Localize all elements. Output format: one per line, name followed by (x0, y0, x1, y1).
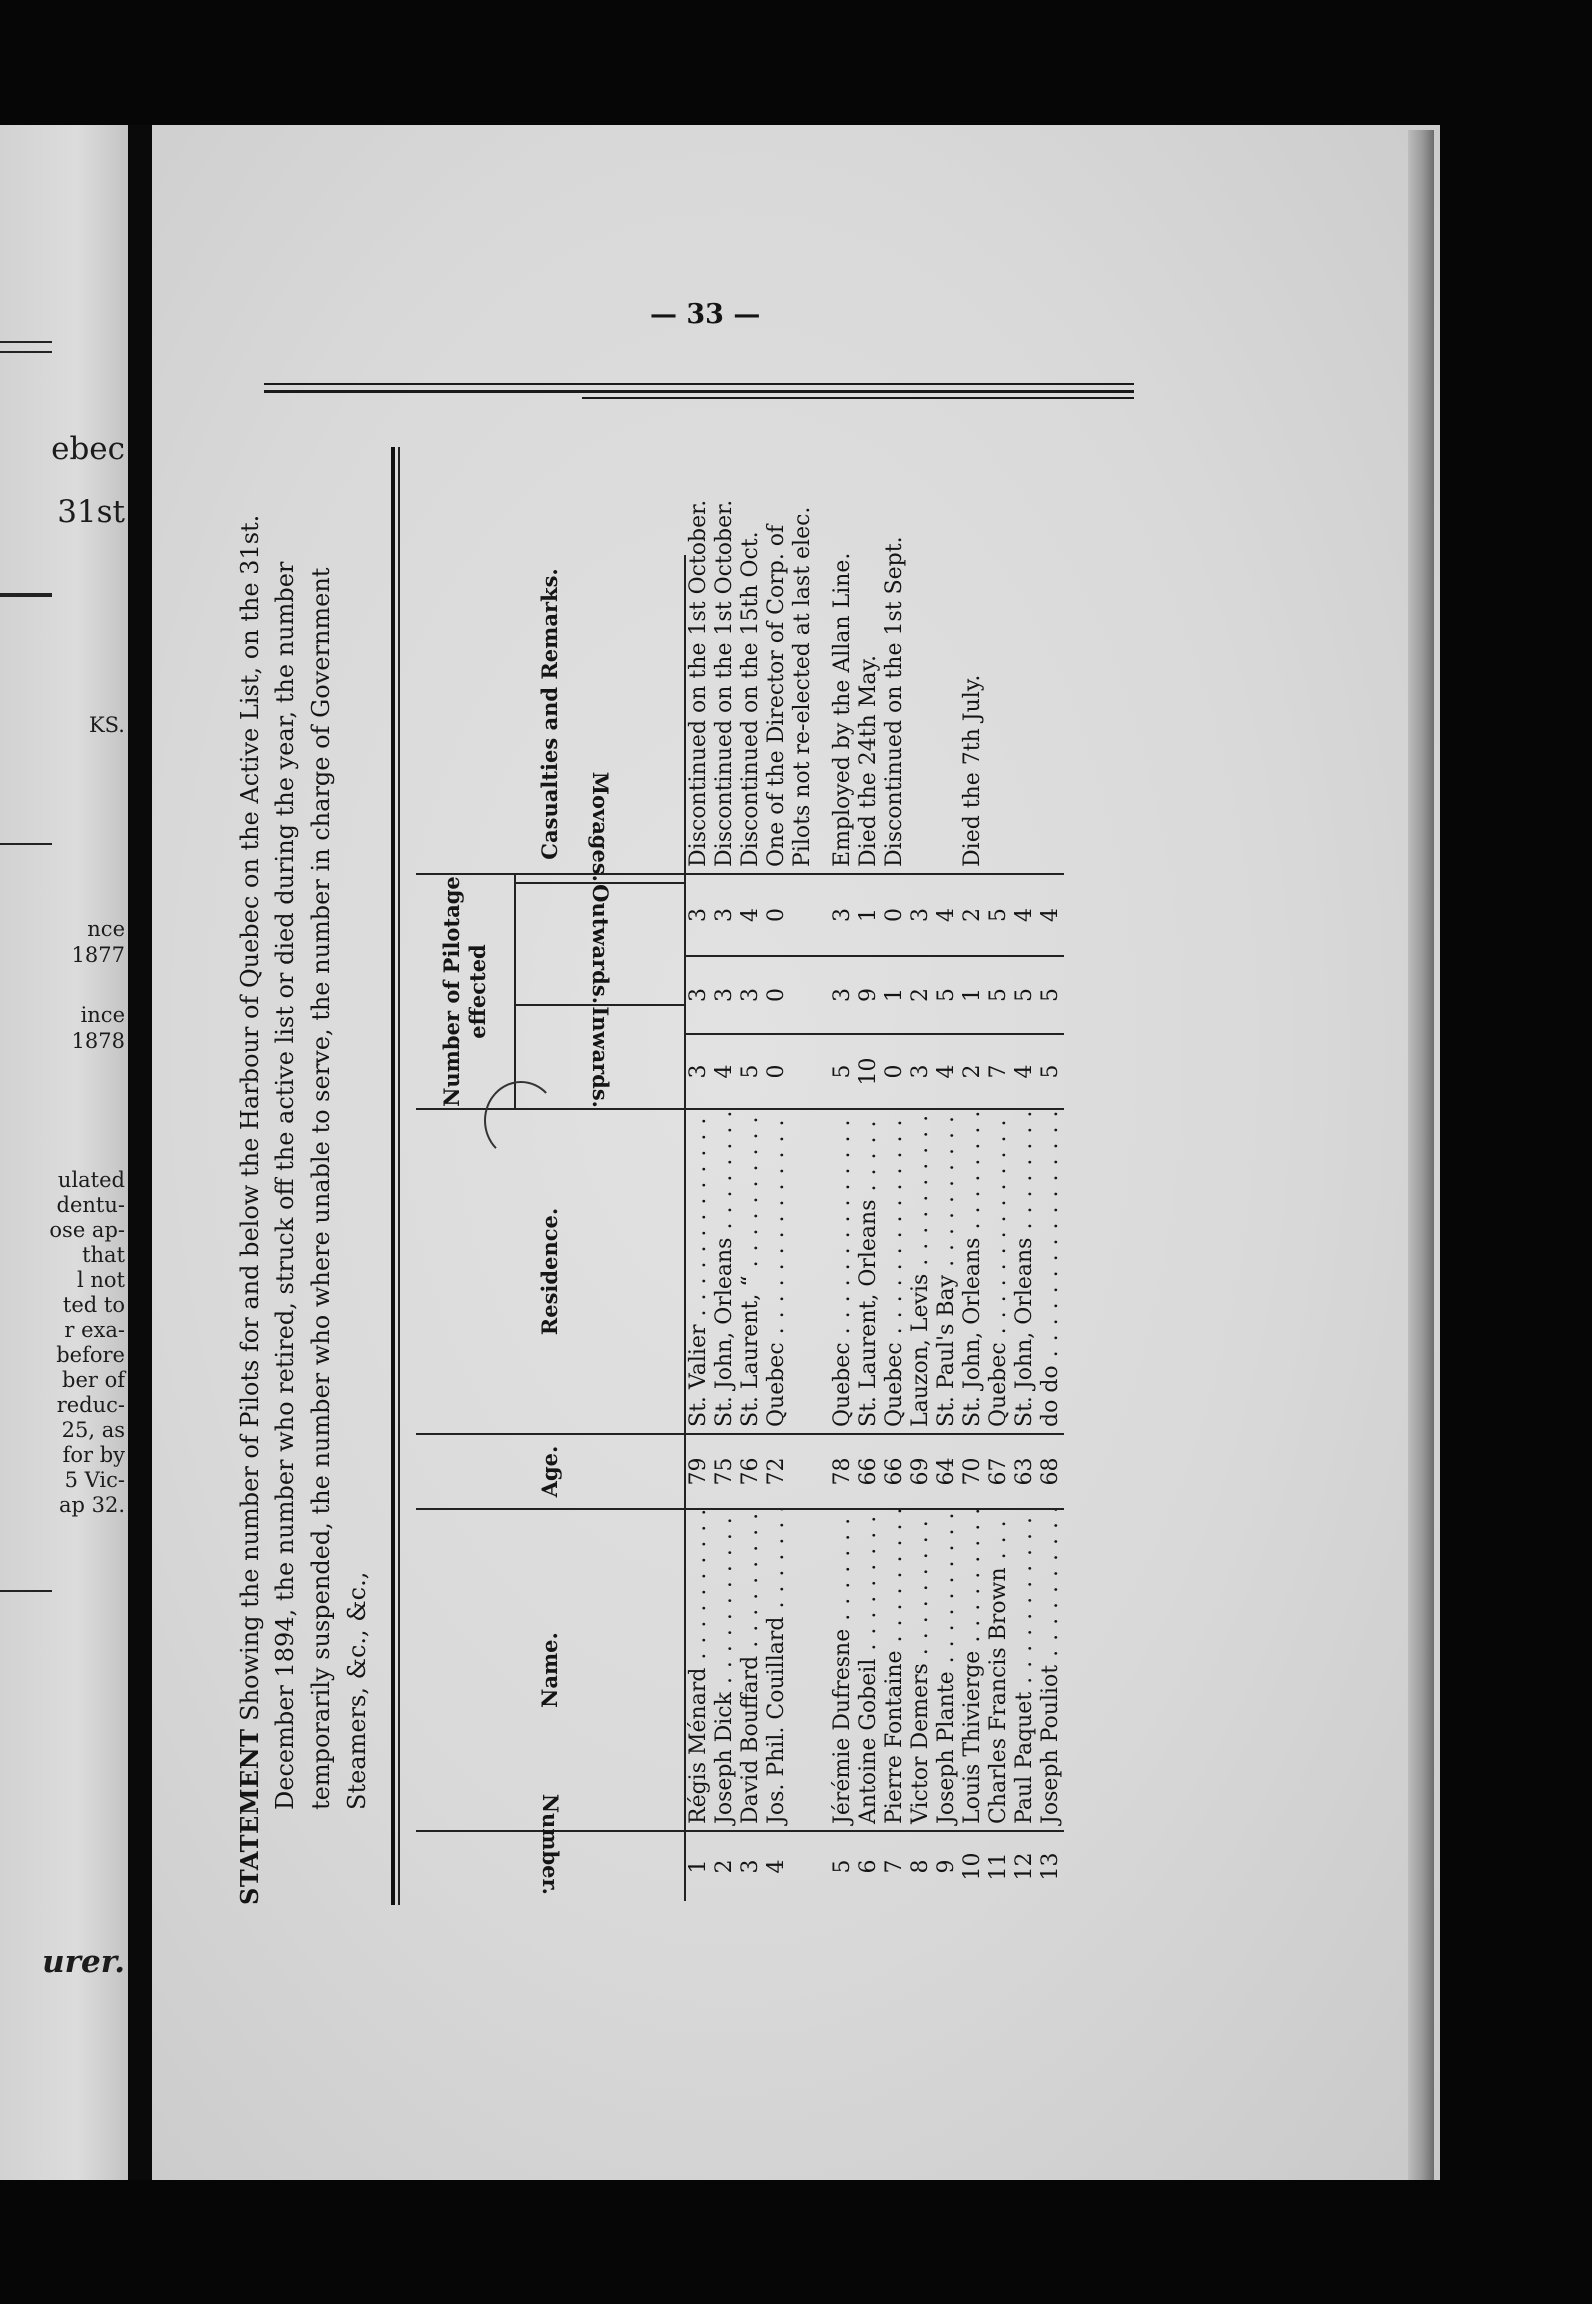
row-movages: 5 (986, 874, 1012, 956)
row-remarks (934, 555, 960, 874)
header-pilotage-title: Number of Pilotage effected (416, 875, 516, 1108)
row-number: 6 (856, 1831, 882, 1901)
row-movages: 3 (712, 874, 738, 956)
row-age: 69 (908, 1434, 934, 1509)
statement-line: temporarily suspended, the number who where unable to serve, the number in charge of Government (307, 567, 335, 1810)
row-age (790, 1434, 816, 1509)
row-remarks: Discontinued on the 1st Sept. (882, 536, 907, 867)
prev-page-text: dentu- (56, 1193, 125, 1217)
book-gutter (128, 125, 152, 2180)
row-name: Joseph Dick . . . (712, 1509, 738, 1831)
row-inwards: 10 (856, 1034, 882, 1109)
table-top-rule (398, 447, 400, 1905)
row-movages: 4 (934, 874, 960, 956)
row-age: 67 (986, 1434, 1012, 1509)
header-remarks: Casualties and Remarks. (537, 568, 562, 860)
row-inwards: 2 (960, 1034, 986, 1109)
table-header-row (416, 555, 685, 1901)
prev-page-text: ebec (51, 431, 125, 467)
table-row (882, 555, 908, 1901)
row-age: 70 (960, 1434, 986, 1509)
row-age: 68 (1038, 1434, 1064, 1509)
prev-page-text: ber of (62, 1368, 125, 1392)
prev-page-text: ted to (62, 1293, 125, 1317)
row-outwards: 3 (816, 956, 856, 1034)
row-residence: Quebec . . . (764, 1109, 790, 1434)
table-row (816, 555, 856, 1901)
previous-page-fragment (0, 125, 128, 2180)
row-name: Pierre Fontaine . . . (882, 1509, 908, 1831)
row-remarks: Pilots not re-elected at last elec. (790, 506, 815, 867)
prev-page-text: 31st (57, 494, 125, 530)
row-movages: 4 (1012, 874, 1038, 956)
row-residence: Quebec . . . (986, 1109, 1012, 1434)
statement-line: December 1894, the number who retired, struck off the active list or died during the year, the number (271, 561, 299, 1810)
prev-page-text: r exa- (64, 1318, 125, 1342)
row-inwards: 0 (882, 1034, 908, 1109)
row-outwards: 5 (1038, 956, 1064, 1034)
row-outwards: 1 (882, 956, 908, 1034)
prev-page-text: ince (80, 1003, 125, 1027)
statement-block (232, 485, 1132, 1905)
row-inwards: 5 (816, 1034, 856, 1109)
prev-page-text: nce (87, 917, 125, 941)
row-outwards: 3 (738, 956, 764, 1034)
prev-page-text: 1877 (71, 943, 125, 967)
prev-page-text: for by (62, 1443, 125, 1467)
prev-page-text: KS. (88, 713, 125, 737)
header-inwards: Inwards. (516, 1004, 684, 1108)
table-row (738, 555, 764, 1901)
prev-page-rule (0, 1590, 52, 1592)
row-residence: St. John, Orleans . . . (1012, 1109, 1038, 1434)
row-remarks: Employed by the Allan Line. (830, 552, 855, 867)
row-name: Antoine Gobeil . . . (856, 1509, 882, 1831)
row-movages: 0 (764, 874, 790, 956)
row-name: Joseph Pouliot . . . (1038, 1509, 1064, 1831)
row-age: 76 (738, 1434, 764, 1509)
row-age: 72 (764, 1434, 790, 1509)
prev-page-text: 25, as (61, 1418, 125, 1442)
row-movages: 3 (908, 874, 934, 956)
prev-page-text: 5 Vic- (64, 1468, 125, 1492)
row-number: 8 (908, 1831, 934, 1901)
header-age: Age. (416, 1434, 685, 1509)
row-number: 4 (764, 1831, 790, 1901)
table-row (908, 555, 934, 1901)
row-outwards (790, 956, 816, 1034)
row-age: 79 (685, 1434, 712, 1509)
row-residence: St. John, Orleans . . . (960, 1109, 986, 1434)
row-remarks: Discontinued on the 1st October. (712, 499, 737, 867)
header-movages: Movages. (588, 772, 613, 883)
row-name: Victor Demers . . . (908, 1509, 934, 1831)
row-movages: 4 (1038, 874, 1064, 956)
header-pilotage-group (416, 772, 685, 1109)
prev-page-rule (0, 593, 52, 597)
row-inwards: 5 (738, 1034, 764, 1109)
table-row (764, 555, 790, 1901)
header-rule (264, 390, 1134, 393)
row-movages: 2 (960, 874, 986, 956)
header-rule (264, 383, 1134, 385)
row-residence: Quebec . . . (882, 1109, 908, 1434)
table-row (790, 555, 816, 1901)
prev-page-text: ose ap- (49, 1218, 125, 1242)
row-residence: St. John, Orleans . . . (712, 1109, 738, 1434)
pilots-table (416, 499, 1064, 1901)
row-remarks (986, 555, 1012, 874)
prev-page-text: ulated (57, 1168, 125, 1192)
table-top-rule (391, 447, 395, 1905)
row-inwards (790, 1034, 816, 1109)
row-number: 5 (816, 1831, 856, 1901)
row-age: 64 (934, 1434, 960, 1509)
row-residence: St. Laurent, Orleans . . . (856, 1109, 882, 1434)
row-remarks (1012, 555, 1038, 874)
table-row (960, 555, 986, 1901)
row-age: 75 (712, 1434, 738, 1509)
prev-page-text: ap 32. (58, 1493, 125, 1517)
statement-line: Showing the number of Pilots for and below the Harbour of Quebec on the Active List, on the 31st. (236, 514, 264, 1729)
table-row (712, 555, 738, 1901)
header-outwards: Outwards. (516, 883, 684, 1005)
row-number: 13 (1038, 1831, 1064, 1901)
row-movages: 0 (882, 874, 908, 956)
row-inwards: 5 (1038, 1034, 1064, 1109)
row-movages: 3 (685, 874, 712, 956)
header-residence: Residence. (416, 1109, 685, 1434)
row-number: 10 (960, 1831, 986, 1901)
row-inwards: 4 (934, 1034, 960, 1109)
row-outwards: 3 (685, 956, 712, 1034)
row-residence: St. Valier . . . (685, 1109, 712, 1434)
row-outwards: 0 (764, 956, 790, 1034)
row-name: Charles Francis Brown . . . (986, 1509, 1012, 1831)
row-residence: do do . . . (1038, 1109, 1064, 1434)
row-name: Joseph Plante . . . (934, 1509, 960, 1831)
row-remarks (1038, 555, 1064, 874)
row-age: 66 (856, 1434, 882, 1509)
row-inwards: 7 (986, 1034, 1012, 1109)
row-name: Jos. Phil. Couillard . . . (764, 1509, 790, 1831)
row-outwards: 5 (1012, 956, 1038, 1034)
row-movages: 4 (738, 874, 764, 956)
table-row (1038, 555, 1064, 1901)
row-movages (790, 874, 816, 956)
row-inwards: 4 (712, 1034, 738, 1109)
row-remarks (908, 555, 934, 874)
row-remarks: Died the 7th July. (960, 674, 985, 867)
row-number: 2 (712, 1831, 738, 1901)
row-outwards: 5 (934, 956, 960, 1034)
row-residence (790, 1109, 816, 1434)
row-outwards: 1 (960, 956, 986, 1034)
prev-page-text: before (56, 1343, 125, 1367)
header-rule (582, 397, 1134, 399)
row-outwards: 9 (856, 956, 882, 1034)
row-inwards: 3 (908, 1034, 934, 1109)
row-movages: 3 (816, 874, 856, 956)
row-name (790, 1509, 816, 1831)
row-residence: St. Paul's Bay . . . (934, 1109, 960, 1434)
row-name: Jérémie Dufresne . . . (816, 1509, 856, 1831)
row-remarks: One of the Director of Corp. of (764, 524, 789, 867)
prev-page-text: reduc- (56, 1393, 125, 1417)
row-name: Régis Ménard . . . (685, 1509, 712, 1831)
row-remarks: Discontinued on the 1st October. (686, 499, 711, 867)
prev-page-rule (0, 341, 52, 343)
row-outwards: 2 (908, 956, 934, 1034)
row-movages: 1 (856, 874, 882, 956)
row-remarks: Discontinued on the 15th Oct. (738, 531, 763, 867)
row-outwards: 3 (712, 956, 738, 1034)
table-row (685, 555, 712, 1901)
statement-line: Steamers, &c., &c., (343, 1571, 371, 1810)
row-residence: Quebec . . . (816, 1109, 856, 1434)
row-age: 78 (816, 1434, 856, 1509)
prev-page-text: l not (77, 1268, 125, 1292)
row-residence: Lauzon, Levis . . . (908, 1109, 934, 1434)
prev-page-rule (0, 351, 52, 353)
row-inwards: 0 (764, 1034, 790, 1109)
header-number: Number. (416, 1831, 685, 1901)
row-remarks: Died the 24th May. (856, 655, 881, 867)
table-row (934, 555, 960, 1901)
statement-lead: STATEMENT (235, 1728, 264, 1905)
table-row (1012, 555, 1038, 1901)
row-outwards: 5 (986, 956, 1012, 1034)
prev-page-rule (0, 843, 52, 845)
page-edge (1408, 130, 1434, 2180)
prev-page-text: that (82, 1243, 125, 1267)
table-row (986, 555, 1012, 1901)
ink-mark (484, 1081, 558, 1160)
row-age: 63 (1012, 1434, 1038, 1509)
row-name: Louis Thivierge . . . (960, 1509, 986, 1831)
prev-page-text: 1878 (71, 1029, 125, 1053)
row-number: 7 (882, 1831, 908, 1901)
table-row (856, 555, 882, 1901)
row-number: 11 (986, 1831, 1012, 1901)
row-number: 3 (738, 1831, 764, 1901)
row-inwards: 4 (1012, 1034, 1038, 1109)
row-number: 12 (1012, 1831, 1038, 1901)
row-number: 1 (685, 1831, 712, 1901)
row-residence: St. Laurent, “ . . . (738, 1109, 764, 1434)
row-number: 9 (934, 1831, 960, 1901)
row-inwards: 3 (685, 1034, 712, 1109)
row-age: 66 (882, 1434, 908, 1509)
row-number (790, 1831, 816, 1901)
header-name: Name. (416, 1509, 685, 1831)
row-name: David Bouffard . . . (738, 1509, 764, 1831)
page-number: — 33 — (650, 299, 761, 330)
row-name: Paul Paquet . . . (1012, 1509, 1038, 1831)
prev-page-text: urer. (42, 1944, 125, 1980)
